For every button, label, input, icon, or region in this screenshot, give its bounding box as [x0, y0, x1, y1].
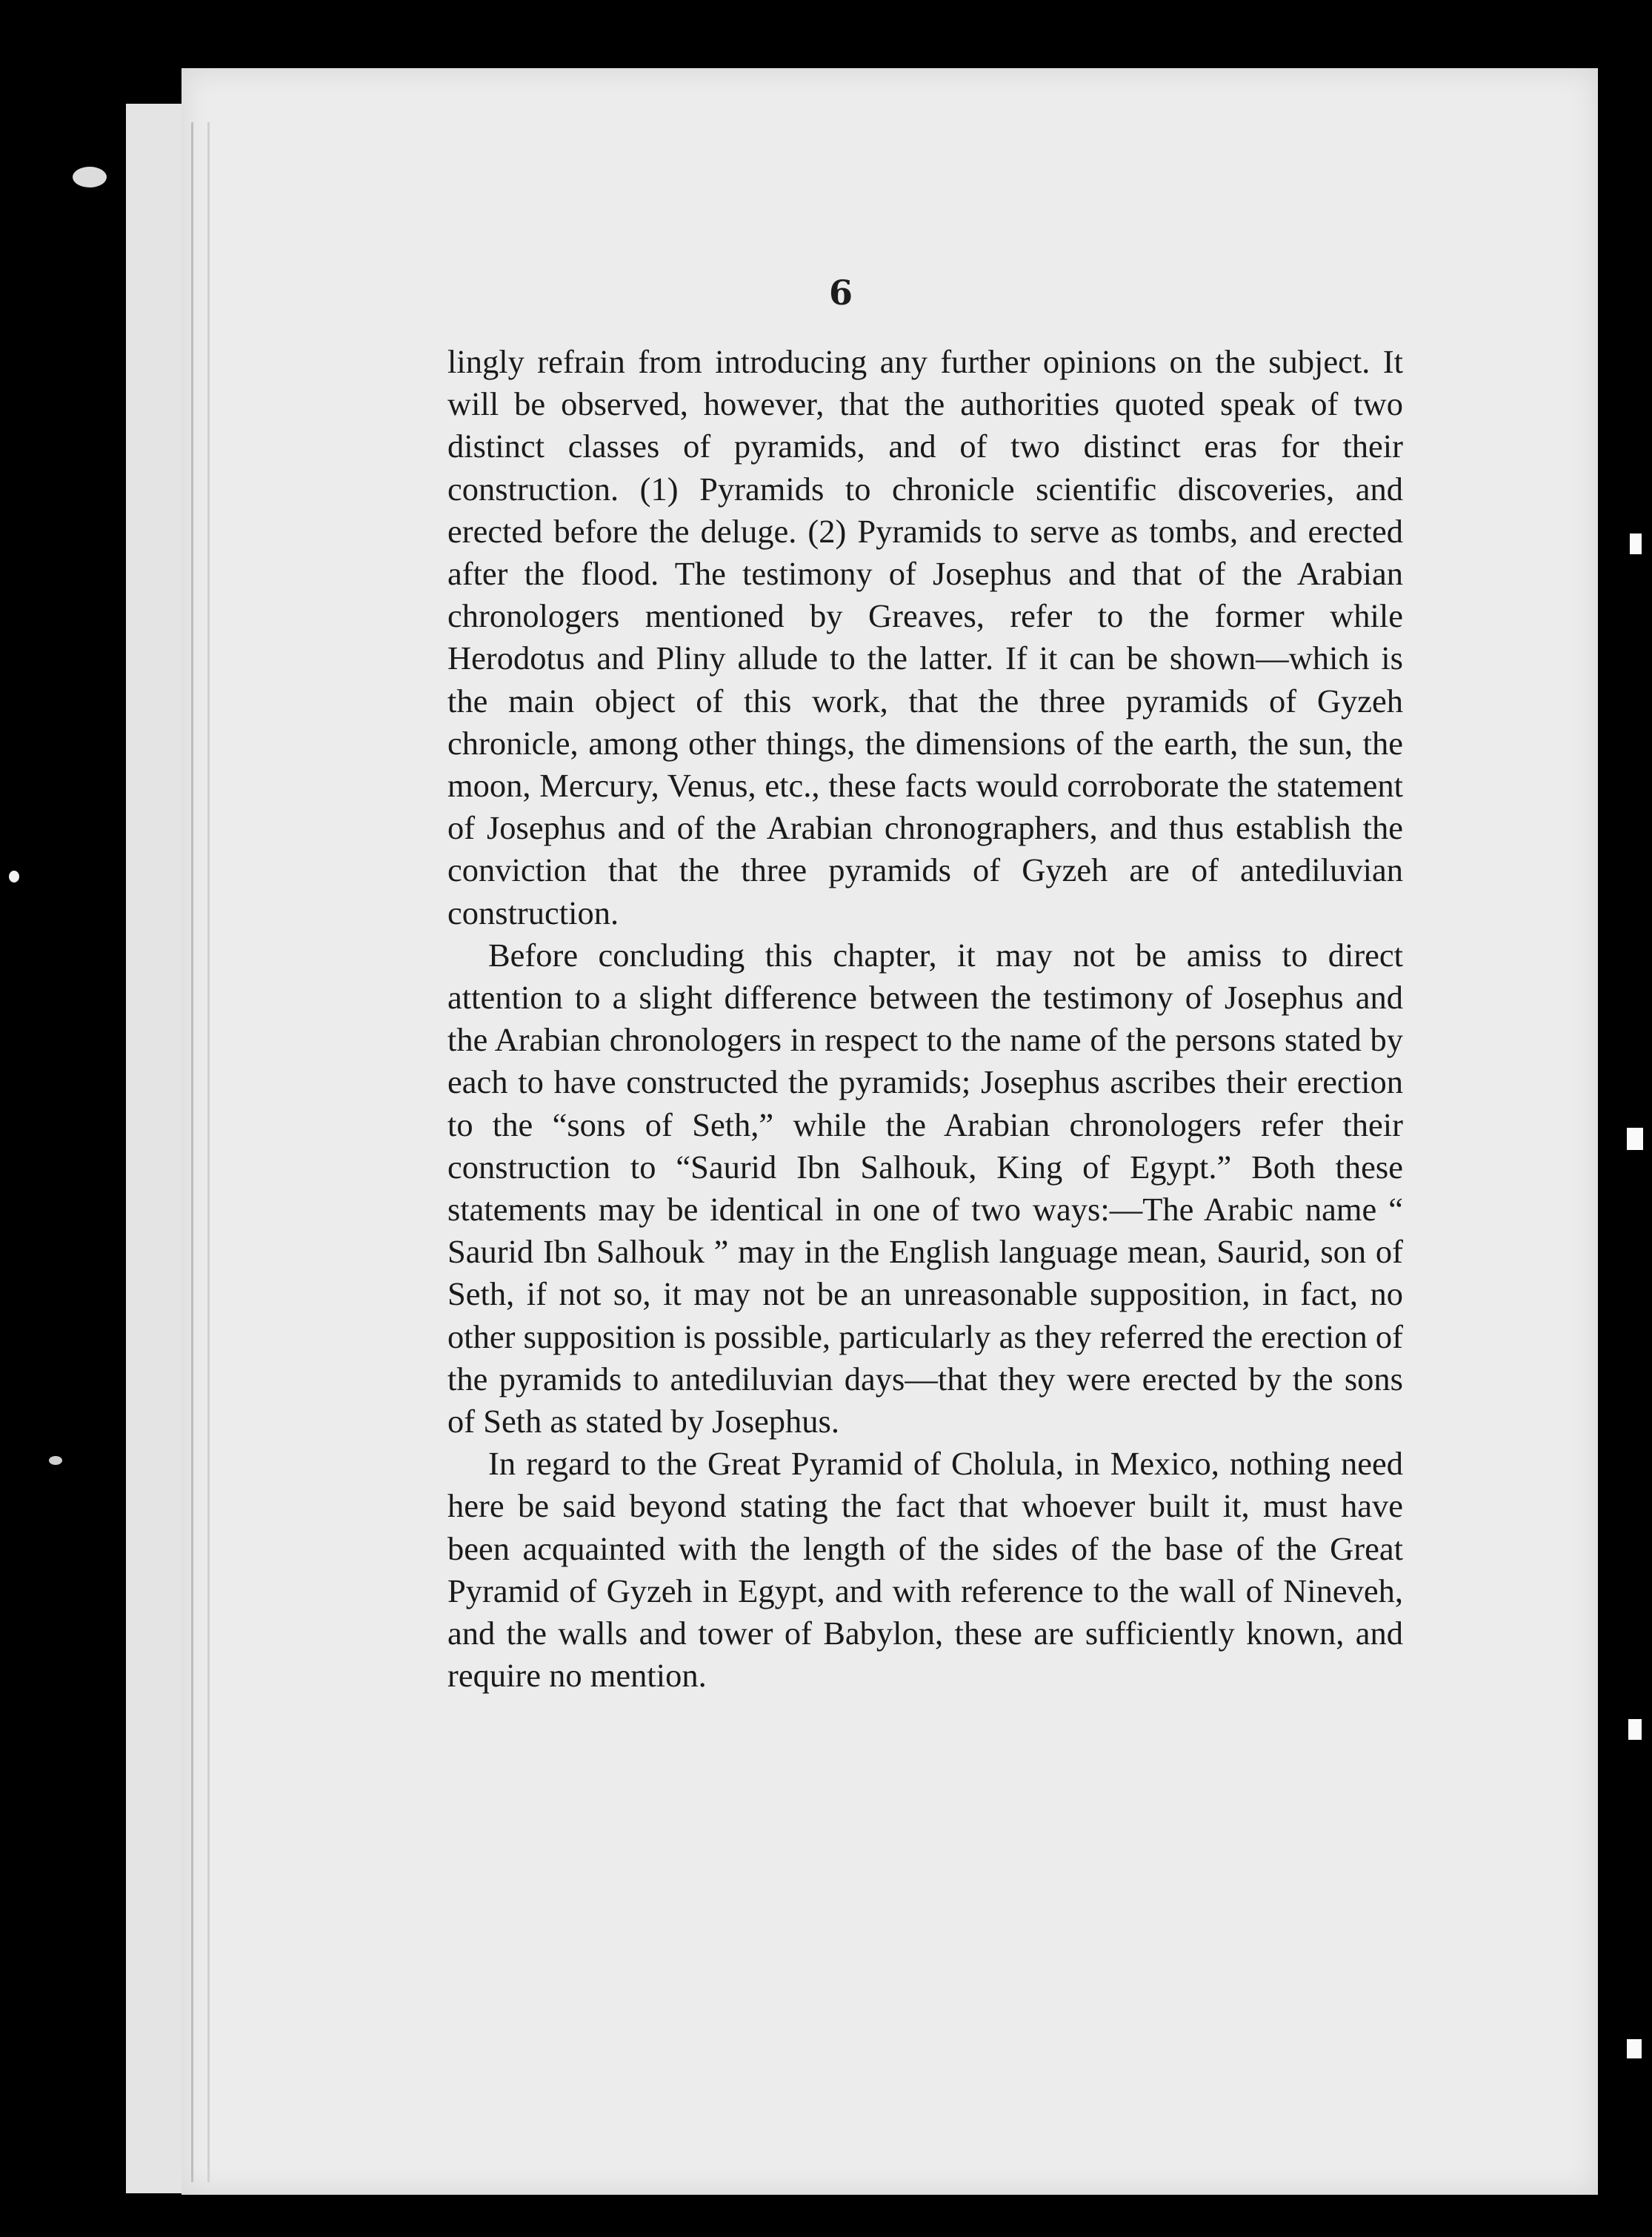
paragraph: In regard to the Great Pyramid of Cholula, in Mexico, nothing need here be said beyond stating the fact that whoever built it, must have been acquainted with the length of the sides of the base of the Great Pyramid of Gyzeh in Egypt, and with reference to the wall of Nineveh, and the walls and tower of Babylon, these are sufficiently known, and require no mention.: [447, 1445, 1403, 1695]
margin-tab: [1630, 534, 1642, 554]
body-text: [447, 341, 1403, 1698]
margin-tab: [1627, 1128, 1643, 1150]
margin-speck: [49, 1456, 62, 1465]
binding-edge-line: [191, 122, 193, 2182]
paragraph: lingly refrain from introducing any further opinions on the subject. It will be observed, however, that the authorities quoted speak of two distinct classes of pyramids, and of two distinct eras for their construction. (1) Pyramids to chronicle scientific discoveries, and erected before the deluge. (2) Pyramids to serve as tombs, and erected after the flood. The testimony of Josephus and that of the Arabian chronologers mentioned by Greaves, refer to the former while Herodotus and Pliny allude to the latter. If it can be shown—which is the main object of this work, that the three pyramids of Gyzeh chronicle, among other things, the dimensions of the earth, the sun, the moon, Mercury, Venus, etc., these facts would corroborate the statement of Josephus and of the Arabian chronographers, and thus establish the conviction that the three pyramids of Gyzeh are of antediluvian construction.: [447, 343, 1403, 931]
margin-speck: [9, 871, 19, 882]
margin-tab: [1628, 1719, 1642, 1740]
margin-speck: [73, 167, 107, 187]
binding-edge-line: [207, 122, 210, 2182]
paragraph: Before concluding this chapter, it may not be amiss to direct attention to a slight difference between the testimony of Josephus and the Arabian chronologers in respect to the name of the persons stated by each to have constructed the pyramids; Josephus ascribes their erection to the “sons of Seth,” while the Arabian chronologers refer their construction to “Saurid Ibn Salhouk, King of Egypt.” Both these statements may be identical in one of two ways:—The Arabic name “ Saurid Ibn Salhouk ” may in the English language mean, Saurid, son of Seth, if not so, it may not be an unreasonable supposition, in fact, no other supposition is possible, particularly as they referred the erection of the pyramids to antediluvian days—that they were erected by the sons of Seth as stated by Josephus.: [447, 936, 1403, 1440]
page-number: 6: [828, 273, 853, 313]
margin-tab: [1627, 2039, 1642, 2058]
